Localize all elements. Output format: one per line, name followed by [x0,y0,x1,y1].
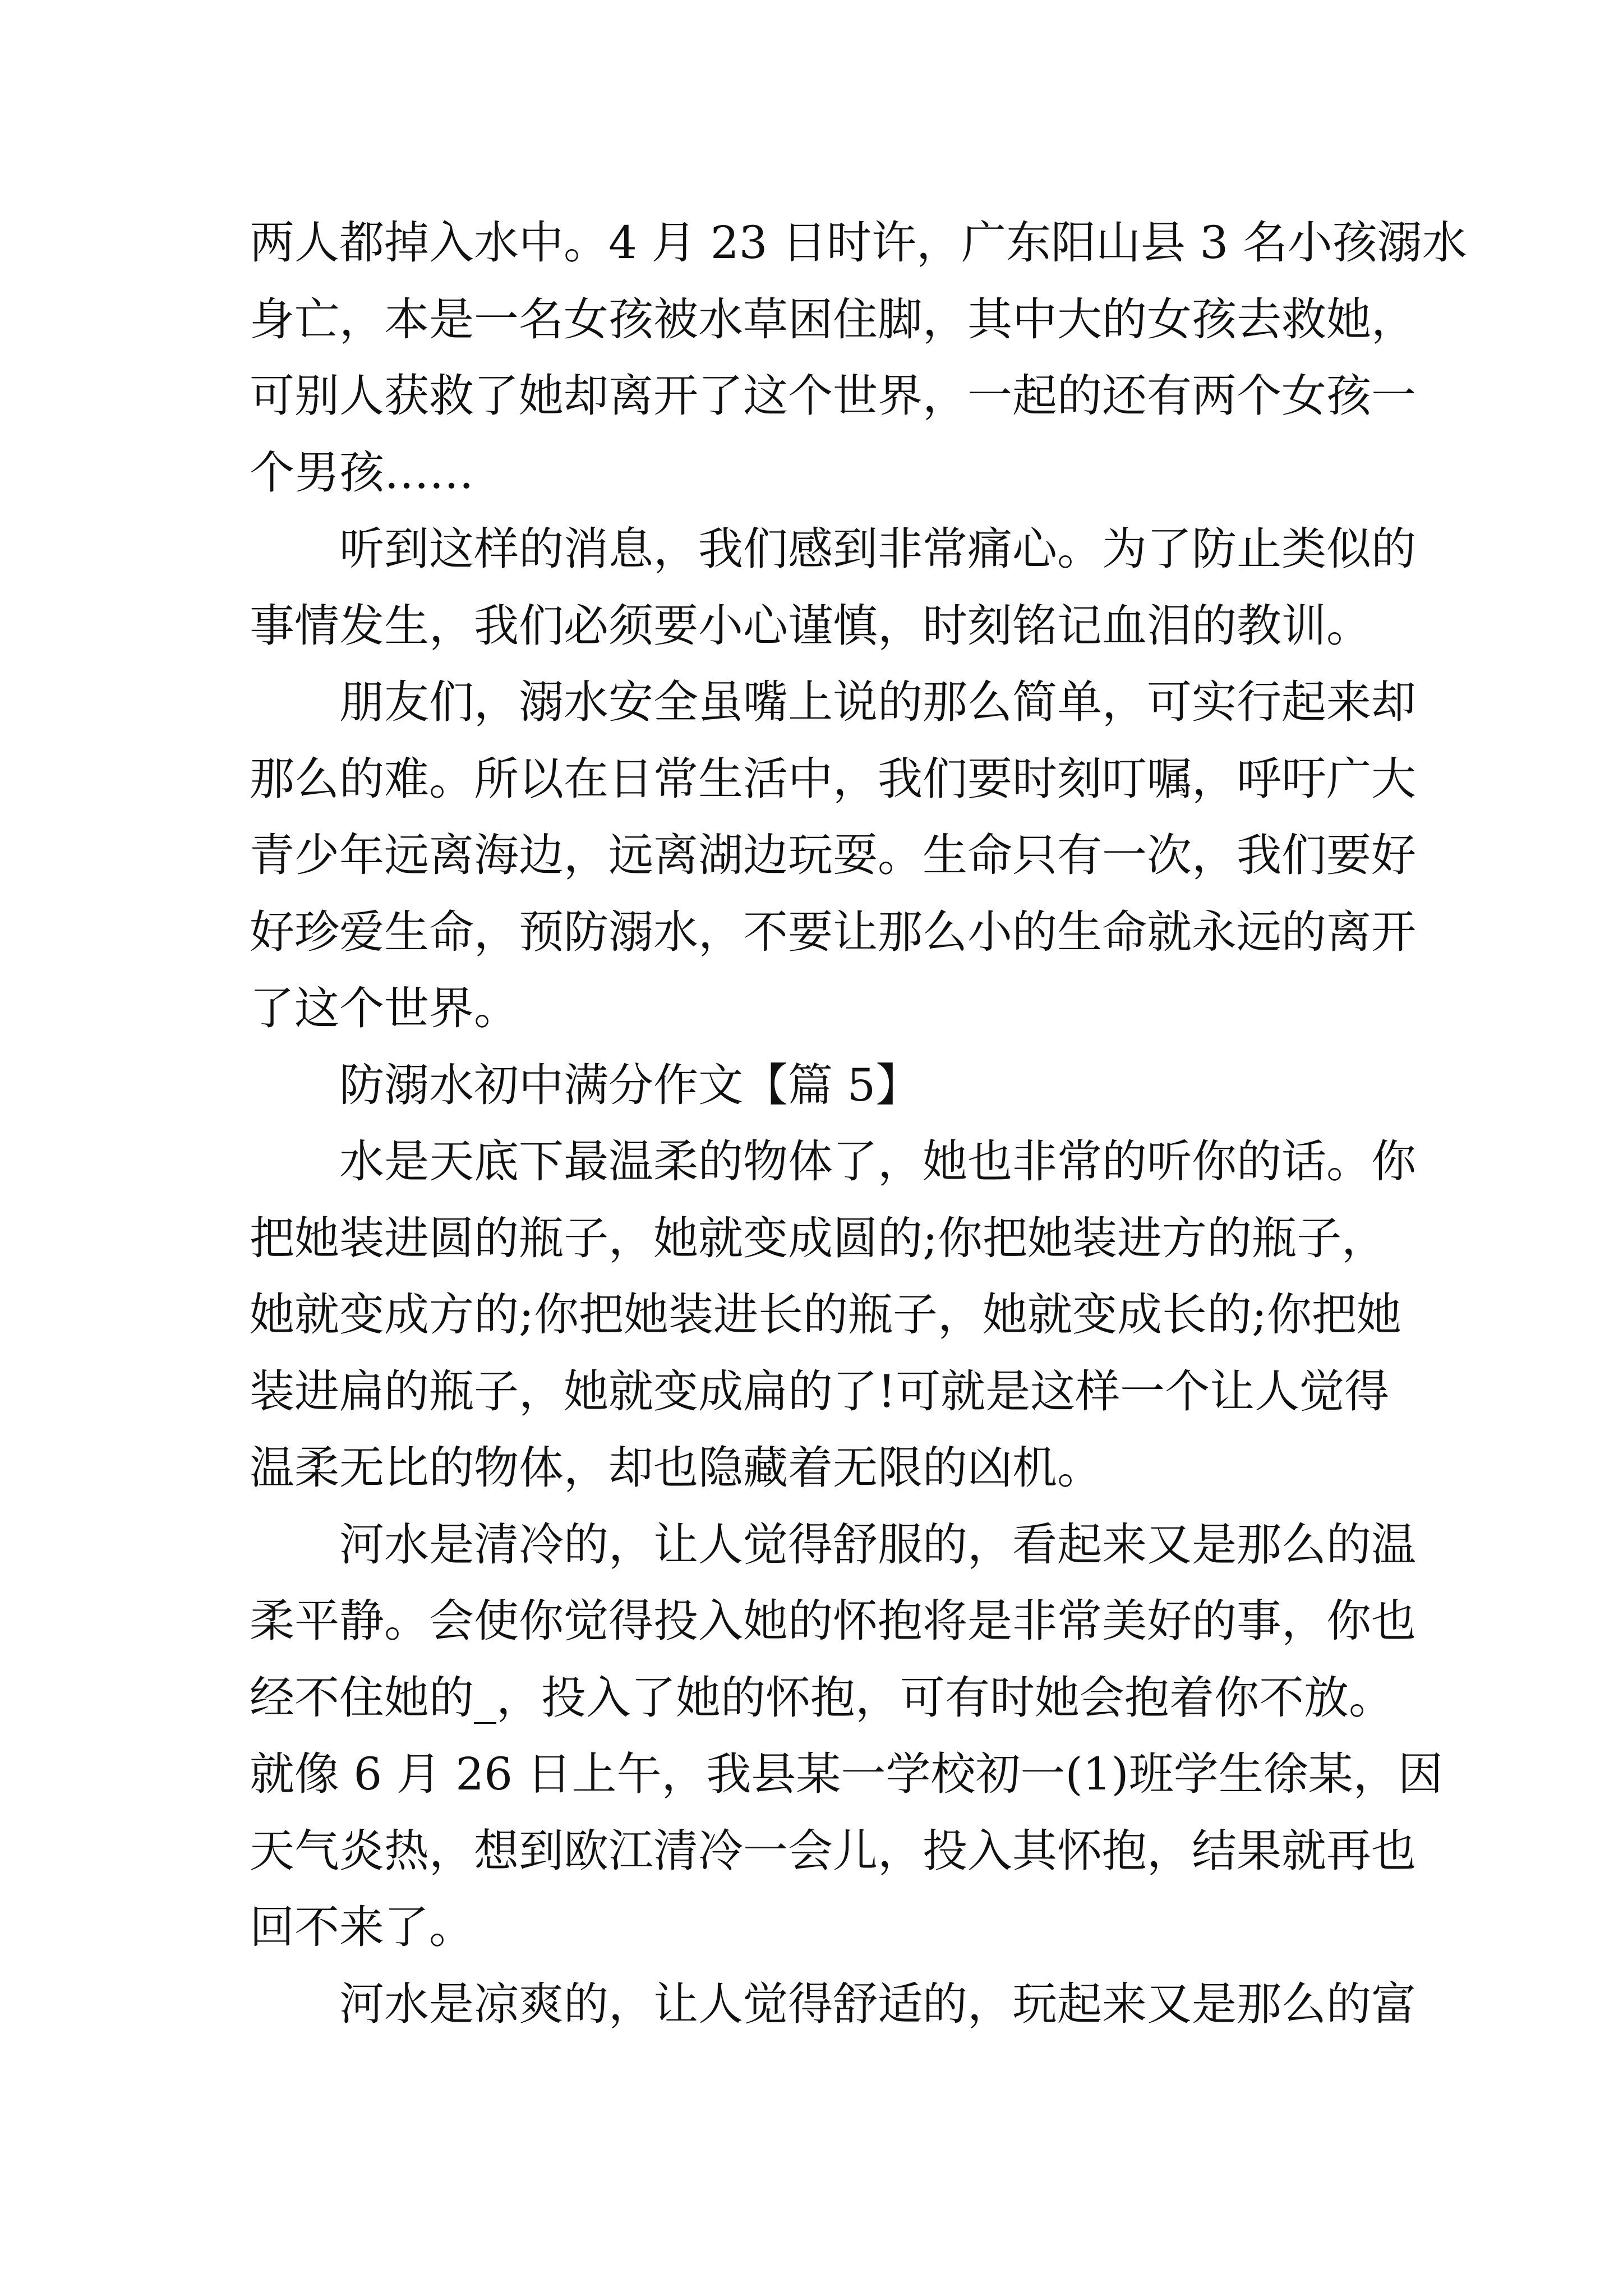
paragraph-line: 她就变成方的;你把她装进长的瓶子，她就变成长的;你把她 [250,1289,1401,1341]
paragraph-line: 装进扁的瓶子，她就变成扁的了!可就是这样一个让人觉得 [250,1365,1390,1418]
paragraph-line: 那么的难。所以在日常生活中，我们要时刻叮嘱，呼吁广大 [250,753,1416,805]
paragraph-line: 就像 6 月 26 日上午，我县某一学校初一(1)班学生徐某，因 [250,1748,1443,1800]
paragraph-line: 事情发生，我们必须要小心谨慎，时刻铭记血泪的教训。 [250,600,1371,652]
paragraph-line: 个男孩…… [250,447,474,499]
paragraph-line: 听到这样的消息，我们感到非常痛心。为了防止类似的 [339,523,1416,575]
paragraph-line: 回不来了。 [250,1901,474,1953]
paragraph-line: 水是天底下最温柔的物体了，她也非常的听你的话。你 [339,1135,1416,1188]
paragraph-line: 温柔无比的物体，却也隐藏着无限的凶机。 [250,1442,1102,1494]
section-heading: 防溺水初中满分作文【篇 5】 [339,1059,921,1111]
paragraph-line: 两人都掉入水中。4 月 23 日时许，广东阳山县 3 名小孩溺水 [250,217,1467,269]
paragraph-line: 河水是凉爽的，让人觉得舒适的，玩起来又是那么的富 [339,1978,1416,2030]
paragraph-line: 柔平静。会使你觉得投入她的怀抱将是非常美好的事，你也 [250,1595,1416,1647]
paragraph-line: 经不住她的_，投入了她的怀抱，可有时她会抱着你不放。 [250,1672,1394,1724]
paragraph-line: 青少年远离海边，远离湖边玩耍。生命只有一次，我们要好 [250,829,1416,881]
paragraph-line: 了这个世界。 [250,982,519,1034]
paragraph-line: 可别人获救了她却离开了这个世界，一起的还有两个女孩一 [250,370,1416,422]
paragraph-line: 好珍爱生命，预防溺水，不要让那么小的生命就永远的离开 [250,906,1416,958]
paragraph-line: 身亡，本是一名女孩被水草困住脚，其中大的女孩去救她， [250,293,1416,346]
paragraph-line: 把她装进圆的瓶子，她就变成圆的;你把她装进方的瓶子， [250,1212,1386,1264]
paragraph-line: 朋友们，溺水安全虽嘴上说的那么简单，可实行起来却 [339,676,1416,728]
paragraph-line: 天气炎热，想到欧江清冷一会儿，投入其怀抱，结果就再也 [250,1825,1416,1877]
paragraph-line: 河水是清冷的，让人觉得舒服的，看起来又是那么的温 [339,1519,1416,1571]
